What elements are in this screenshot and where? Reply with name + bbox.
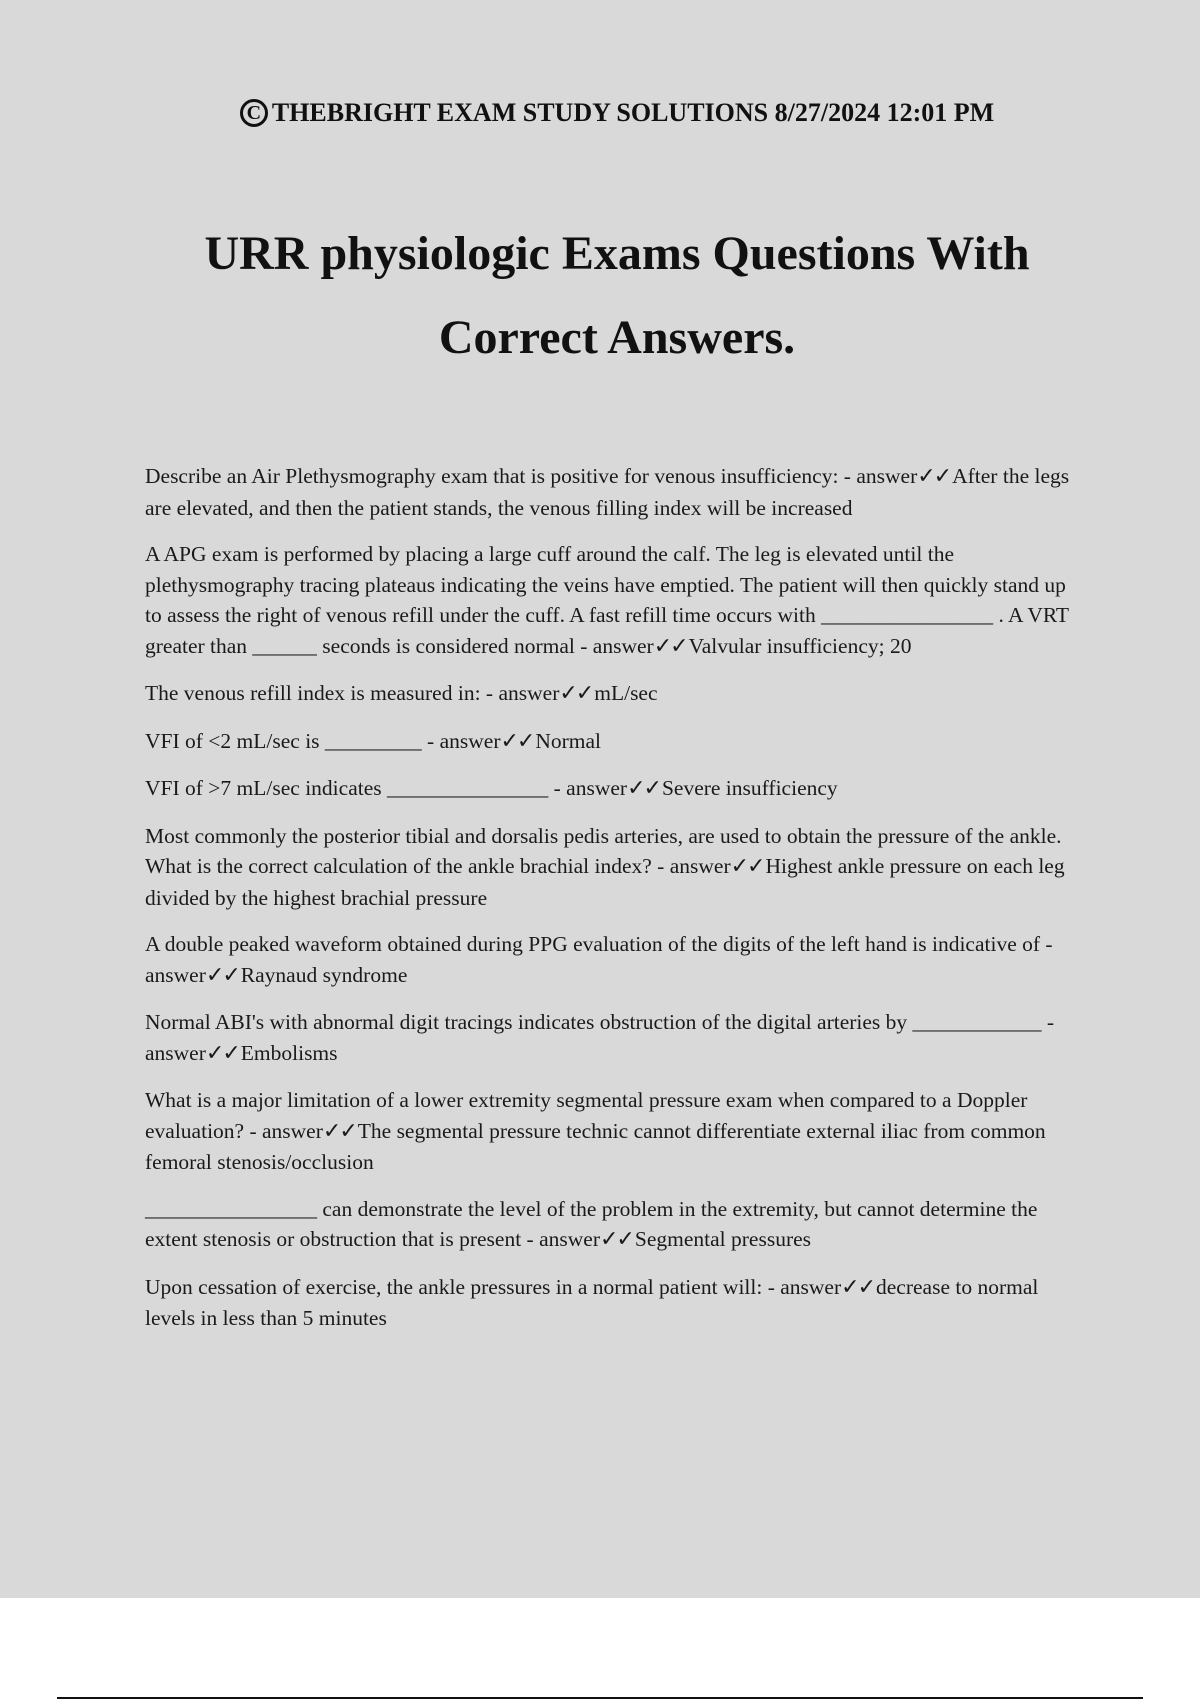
page-header	[0, 96, 1200, 128]
qa-item	[145, 1194, 1080, 1256]
double-check-icon: ✓✓	[653, 633, 687, 659]
footer-divider	[57, 1697, 1143, 1699]
question-text: What is a major limitation of a lower extremity segmental pressure exam when compared to a Doppler evaluation? - answer	[145, 1088, 1028, 1143]
answer-text: decrease to normal levels in less than 5 minutes	[145, 1274, 1039, 1330]
copyright-icon: C	[240, 99, 268, 127]
question-text: VFI of <2 mL/sec is _________ - answer	[145, 728, 501, 753]
answer-text: Raynaud syndrome	[240, 962, 408, 987]
question-text: Describe an Air Plethysmography exam that is positive for venous insufficiency: - answer	[145, 464, 918, 488]
qa-item	[145, 726, 1080, 758]
qa-item	[145, 1007, 1080, 1069]
question-text: VFI of >7 mL/sec indicates _______________ - answer	[145, 776, 628, 800]
answer-text: Highest ankle pressure on each leg divided by the highest brachial pressure	[145, 854, 1065, 910]
double-check-icon: ✓✓	[917, 464, 951, 489]
answer-text: After the legs are elevated, and then the patient stands, the venous filling index will be increased	[145, 464, 1070, 520]
question-text: ________________ can demonstrate the level of the problem in the extremity, but cannot determine the extent stenosis or obstruction that is present - answer	[145, 1196, 1038, 1251]
question-text: Normal ABI's with abnormal digit tracings indicates obstruction of the digital arteries by ____________ - answer	[145, 1010, 1055, 1065]
answer-text: The segmental pressure technic cannot differentiate external iliac from common femoral stenosis/occlusion	[145, 1118, 1046, 1174]
question-text: Most commonly the posterior tibial and dorsalis pedis arteries, are used to obtain the pressure of the ankle. What is the correct calculation of the ankle brachial index? - answer	[145, 823, 1062, 878]
answer-text: Normal	[535, 728, 602, 753]
qa-item	[145, 821, 1080, 914]
answer-text: Segmental pressures	[634, 1227, 812, 1251]
qa-item	[145, 1272, 1080, 1334]
header-text: THEBRIGHT EXAM STUDY SOLUTIONS 8/27/2024 12:01 PM	[271, 98, 995, 127]
question-text: Upon cessation of exercise, the ankle pressures in a normal patient will: - answer	[145, 1274, 842, 1299]
qa-item	[145, 773, 1080, 805]
answer-text: mL/sec	[594, 681, 658, 705]
double-check-icon: ✓✓	[600, 1227, 633, 1252]
title-line-1: URR physiologic Exams Questions With	[204, 227, 1030, 280]
double-check-icon: ✓✓	[500, 728, 534, 754]
qa-item	[145, 678, 1080, 710]
question-text: A double peaked waveform obtained during PPG evaluation of the digits of the left hand is indicative of - answer	[145, 932, 1053, 987]
double-check-icon: ✓✓	[841, 1274, 875, 1300]
double-check-icon: ✓✓	[322, 1118, 356, 1144]
document-title	[0, 212, 1200, 380]
double-check-icon: ✓✓	[205, 962, 239, 988]
question-text: The venous refill index is measured in: - answer	[145, 681, 560, 705]
double-check-icon: ✓✓	[627, 776, 660, 801]
answer-text: Severe insufficiency	[661, 776, 838, 800]
double-check-icon: ✓✓	[205, 1040, 239, 1066]
qa-item	[145, 461, 1080, 523]
double-check-icon: ✓✓	[559, 681, 593, 706]
qa-item	[145, 1085, 1080, 1178]
title-line-2: Correct Answers.	[438, 311, 796, 364]
question-text: A APG exam is performed by placing a large cuff around the calf. The leg is elevated until the plethysmography tracing plateaus indicating the veins have emptied. The patient will then quickly stand up to assess the right of venous refill under the cuff. A fast refill time occurs with ________________ . A VRT greater than ______ seconds is considered normal - answer	[145, 542, 1069, 658]
double-check-icon: ✓✓	[730, 854, 764, 879]
answer-text: Embolisms	[240, 1040, 338, 1065]
qa-item	[145, 539, 1080, 662]
question-answer-list	[145, 461, 1080, 1350]
answer-text: Valvular insufficiency; 20	[688, 633, 912, 658]
qa-item	[145, 929, 1080, 991]
